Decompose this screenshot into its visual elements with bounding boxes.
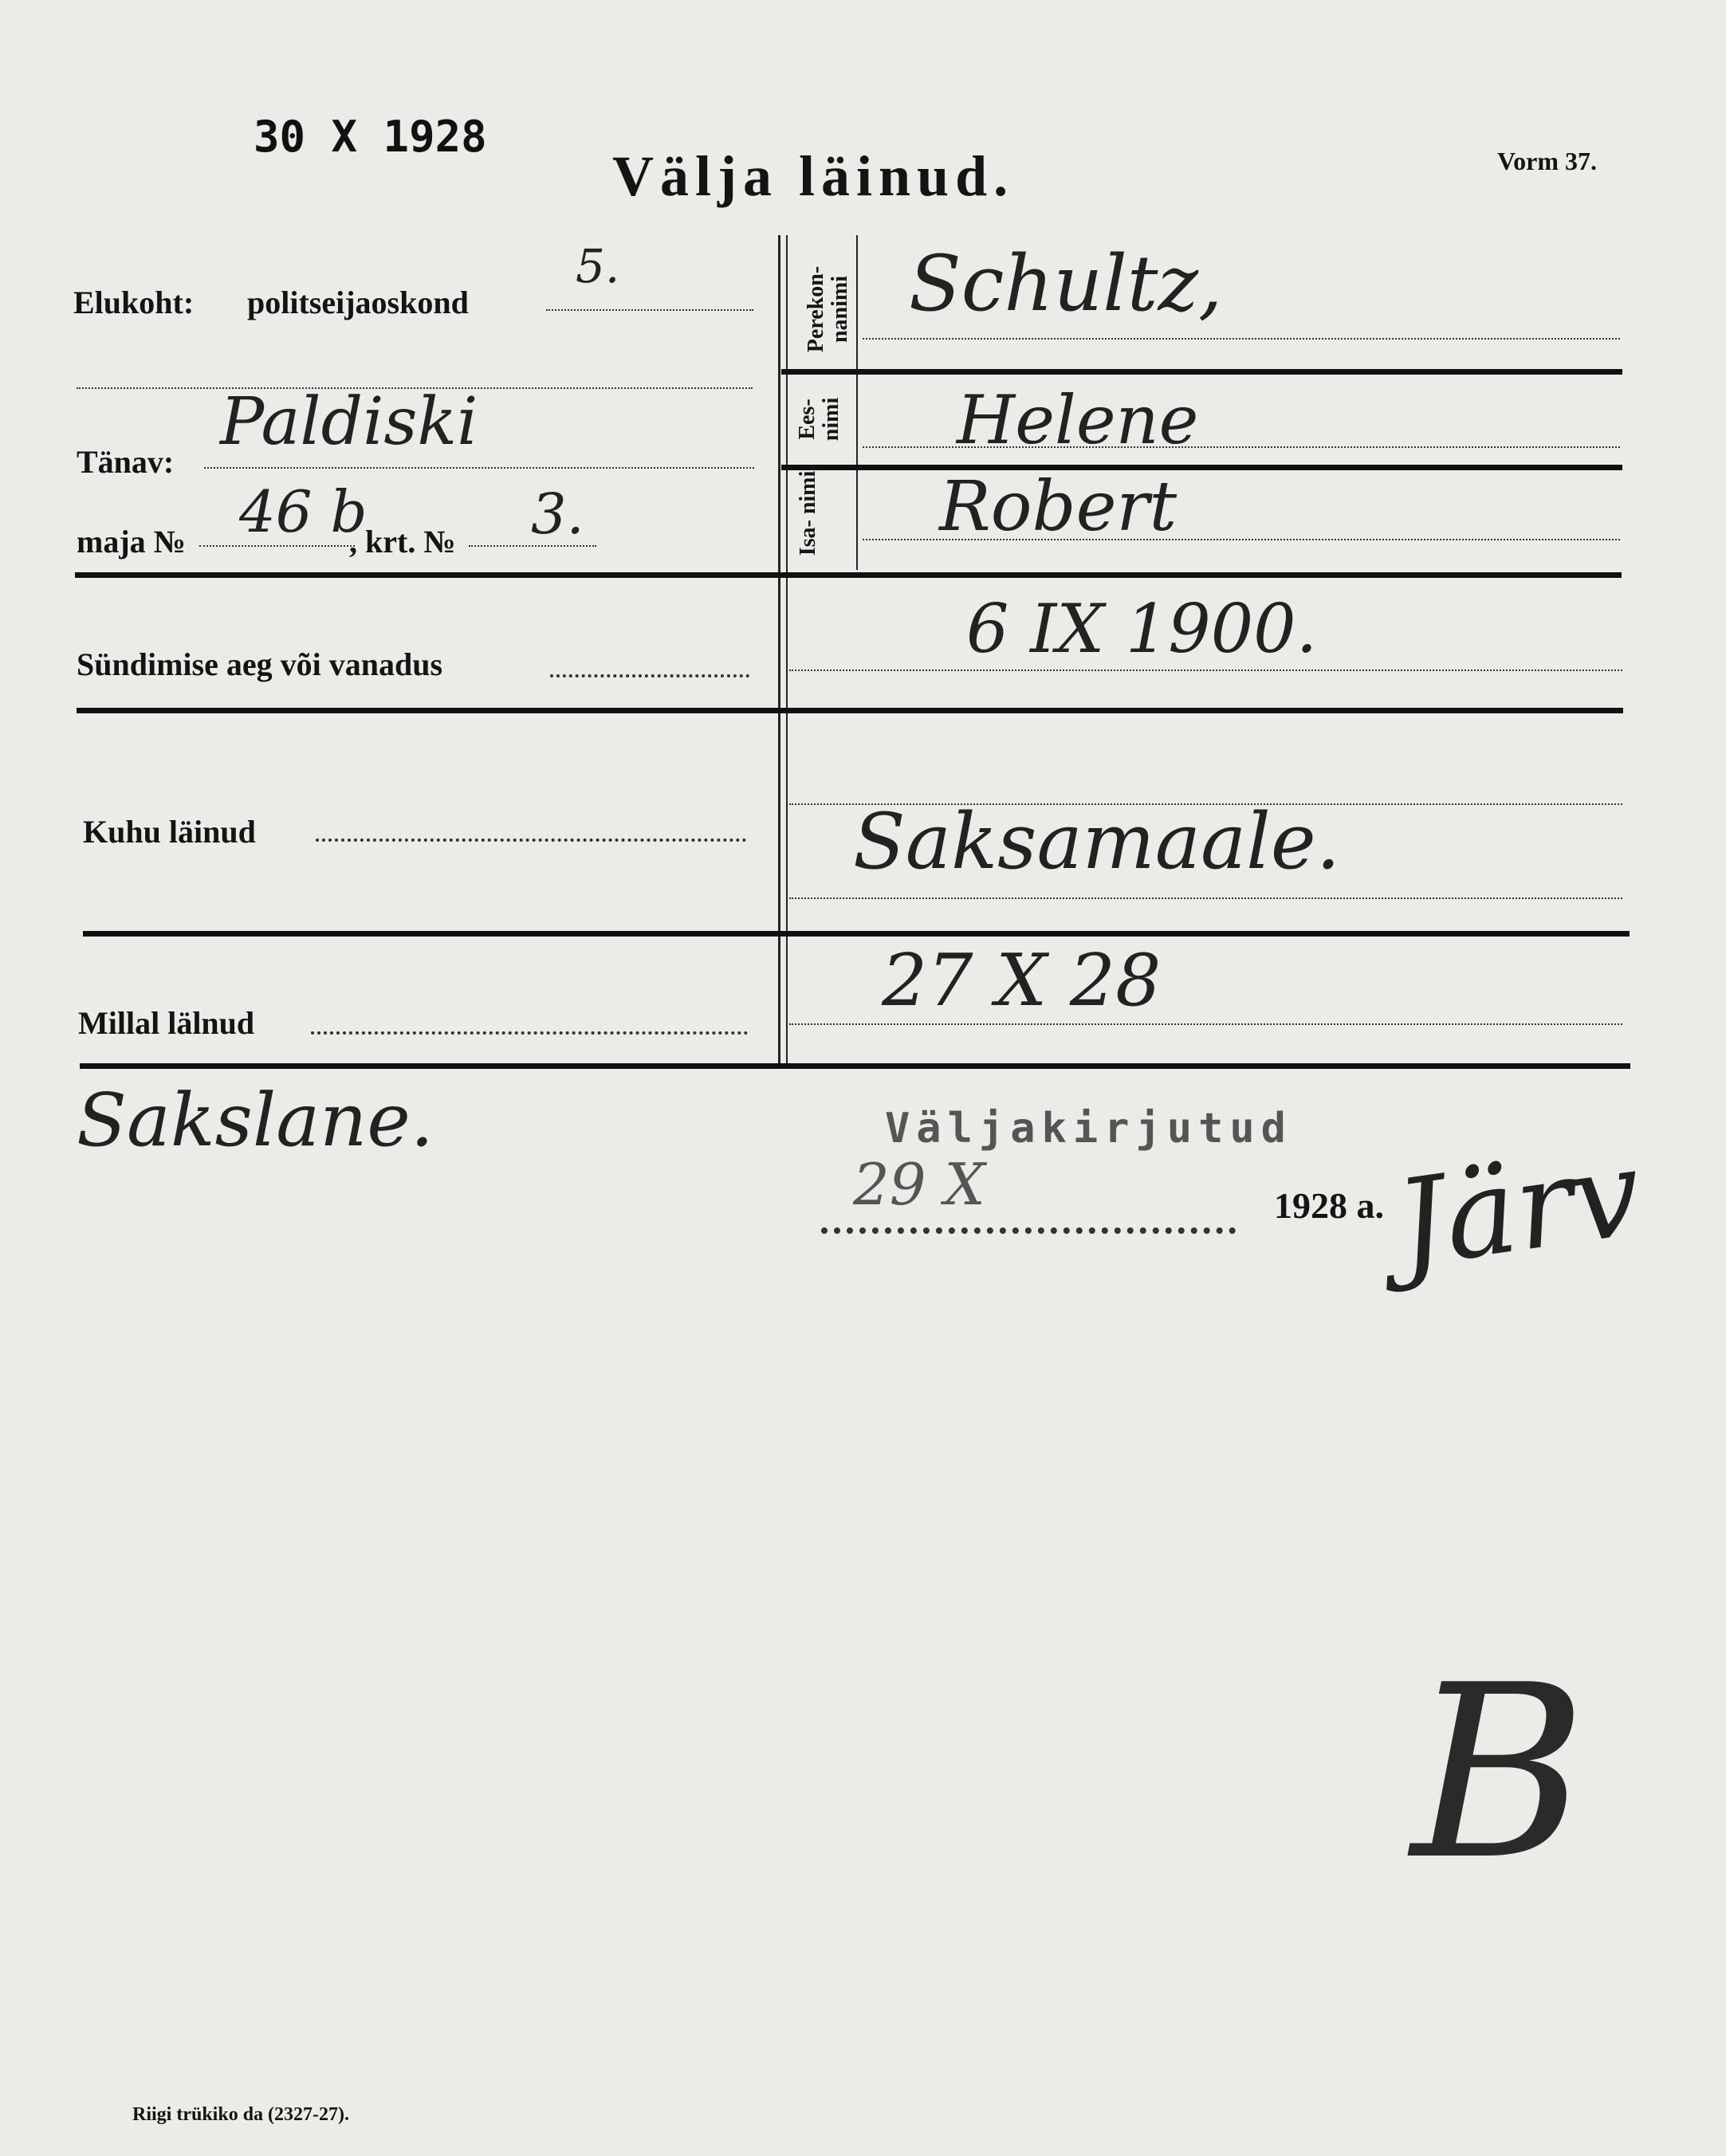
apartment-label: , krt. № bbox=[349, 524, 456, 560]
written-out-year: 1928 a. bbox=[1274, 1185, 1384, 1226]
date-stamp: 30 X 1928 bbox=[254, 112, 487, 162]
written-out-date-value: 29 X bbox=[853, 1151, 985, 1218]
house-line bbox=[199, 545, 355, 547]
departure-value: 27 X 28 bbox=[882, 939, 1162, 1023]
birth-label: Sündimise aeg või vanadus bbox=[77, 646, 443, 682]
signature: Järv bbox=[1388, 1123, 1649, 1295]
column-divider bbox=[778, 235, 780, 1064]
birth-line bbox=[789, 670, 1622, 671]
surname-line bbox=[863, 338, 1620, 340]
nationality-note: Sakslane. bbox=[77, 1078, 434, 1163]
departure-leader bbox=[311, 1031, 748, 1035]
name-label-divider bbox=[856, 235, 858, 570]
first-name-line bbox=[863, 446, 1620, 448]
birth-leader bbox=[550, 674, 749, 677]
apartment-value: 3. bbox=[531, 481, 584, 547]
column-divider-inner bbox=[786, 235, 788, 1064]
street-line bbox=[204, 467, 754, 469]
written-out-date-line bbox=[821, 1227, 1236, 1234]
form-title: Välja läinud. bbox=[612, 144, 1015, 208]
first-name-value: Helene bbox=[957, 381, 1199, 459]
section-rule-2 bbox=[77, 708, 1623, 713]
first-name-rule bbox=[781, 465, 1622, 470]
section-rule-4 bbox=[80, 1063, 1630, 1069]
surname-label: Perekon- nanimi bbox=[804, 265, 852, 353]
district-value: 5. bbox=[576, 239, 620, 293]
destination-value: Saksamaale. bbox=[853, 797, 1341, 886]
house-label: maja № bbox=[77, 524, 186, 560]
district-label: politseijaoskond bbox=[247, 285, 469, 320]
father-name-value: Robert bbox=[939, 467, 1178, 547]
district-line bbox=[546, 309, 753, 311]
corner-mark: B bbox=[1411, 1634, 1587, 1912]
residence-label: Elukoht: bbox=[73, 285, 195, 320]
destination-line-bottom bbox=[789, 897, 1622, 899]
written-out-stamp-label: Väljakirjutud bbox=[885, 1105, 1292, 1153]
father-name-line bbox=[863, 539, 1620, 540]
form-number: Vorm 37. bbox=[1497, 147, 1598, 175]
destination-label: Kuhu läinud bbox=[83, 814, 256, 850]
surname-rule bbox=[781, 369, 1622, 375]
printer-footer: Riigi trükiko da (2327-27). bbox=[132, 2104, 350, 2125]
father-name-label: Isa- nimi bbox=[796, 470, 820, 556]
departure-label: Millal lälnud bbox=[78, 1005, 255, 1041]
surname-value: Schultz, bbox=[909, 239, 1223, 328]
departure-line bbox=[789, 1023, 1622, 1025]
street-label: Tänav: bbox=[77, 444, 175, 480]
birth-value: 6 IX 1900. bbox=[966, 590, 1318, 668]
street-value: Paldiski bbox=[220, 384, 478, 460]
first-name-label: Ees- nimi bbox=[795, 397, 843, 442]
section-rule-1 bbox=[75, 572, 1622, 578]
destination-leader bbox=[316, 838, 746, 842]
house-value: 46 b bbox=[239, 478, 368, 545]
section-rule-3 bbox=[83, 931, 1630, 937]
